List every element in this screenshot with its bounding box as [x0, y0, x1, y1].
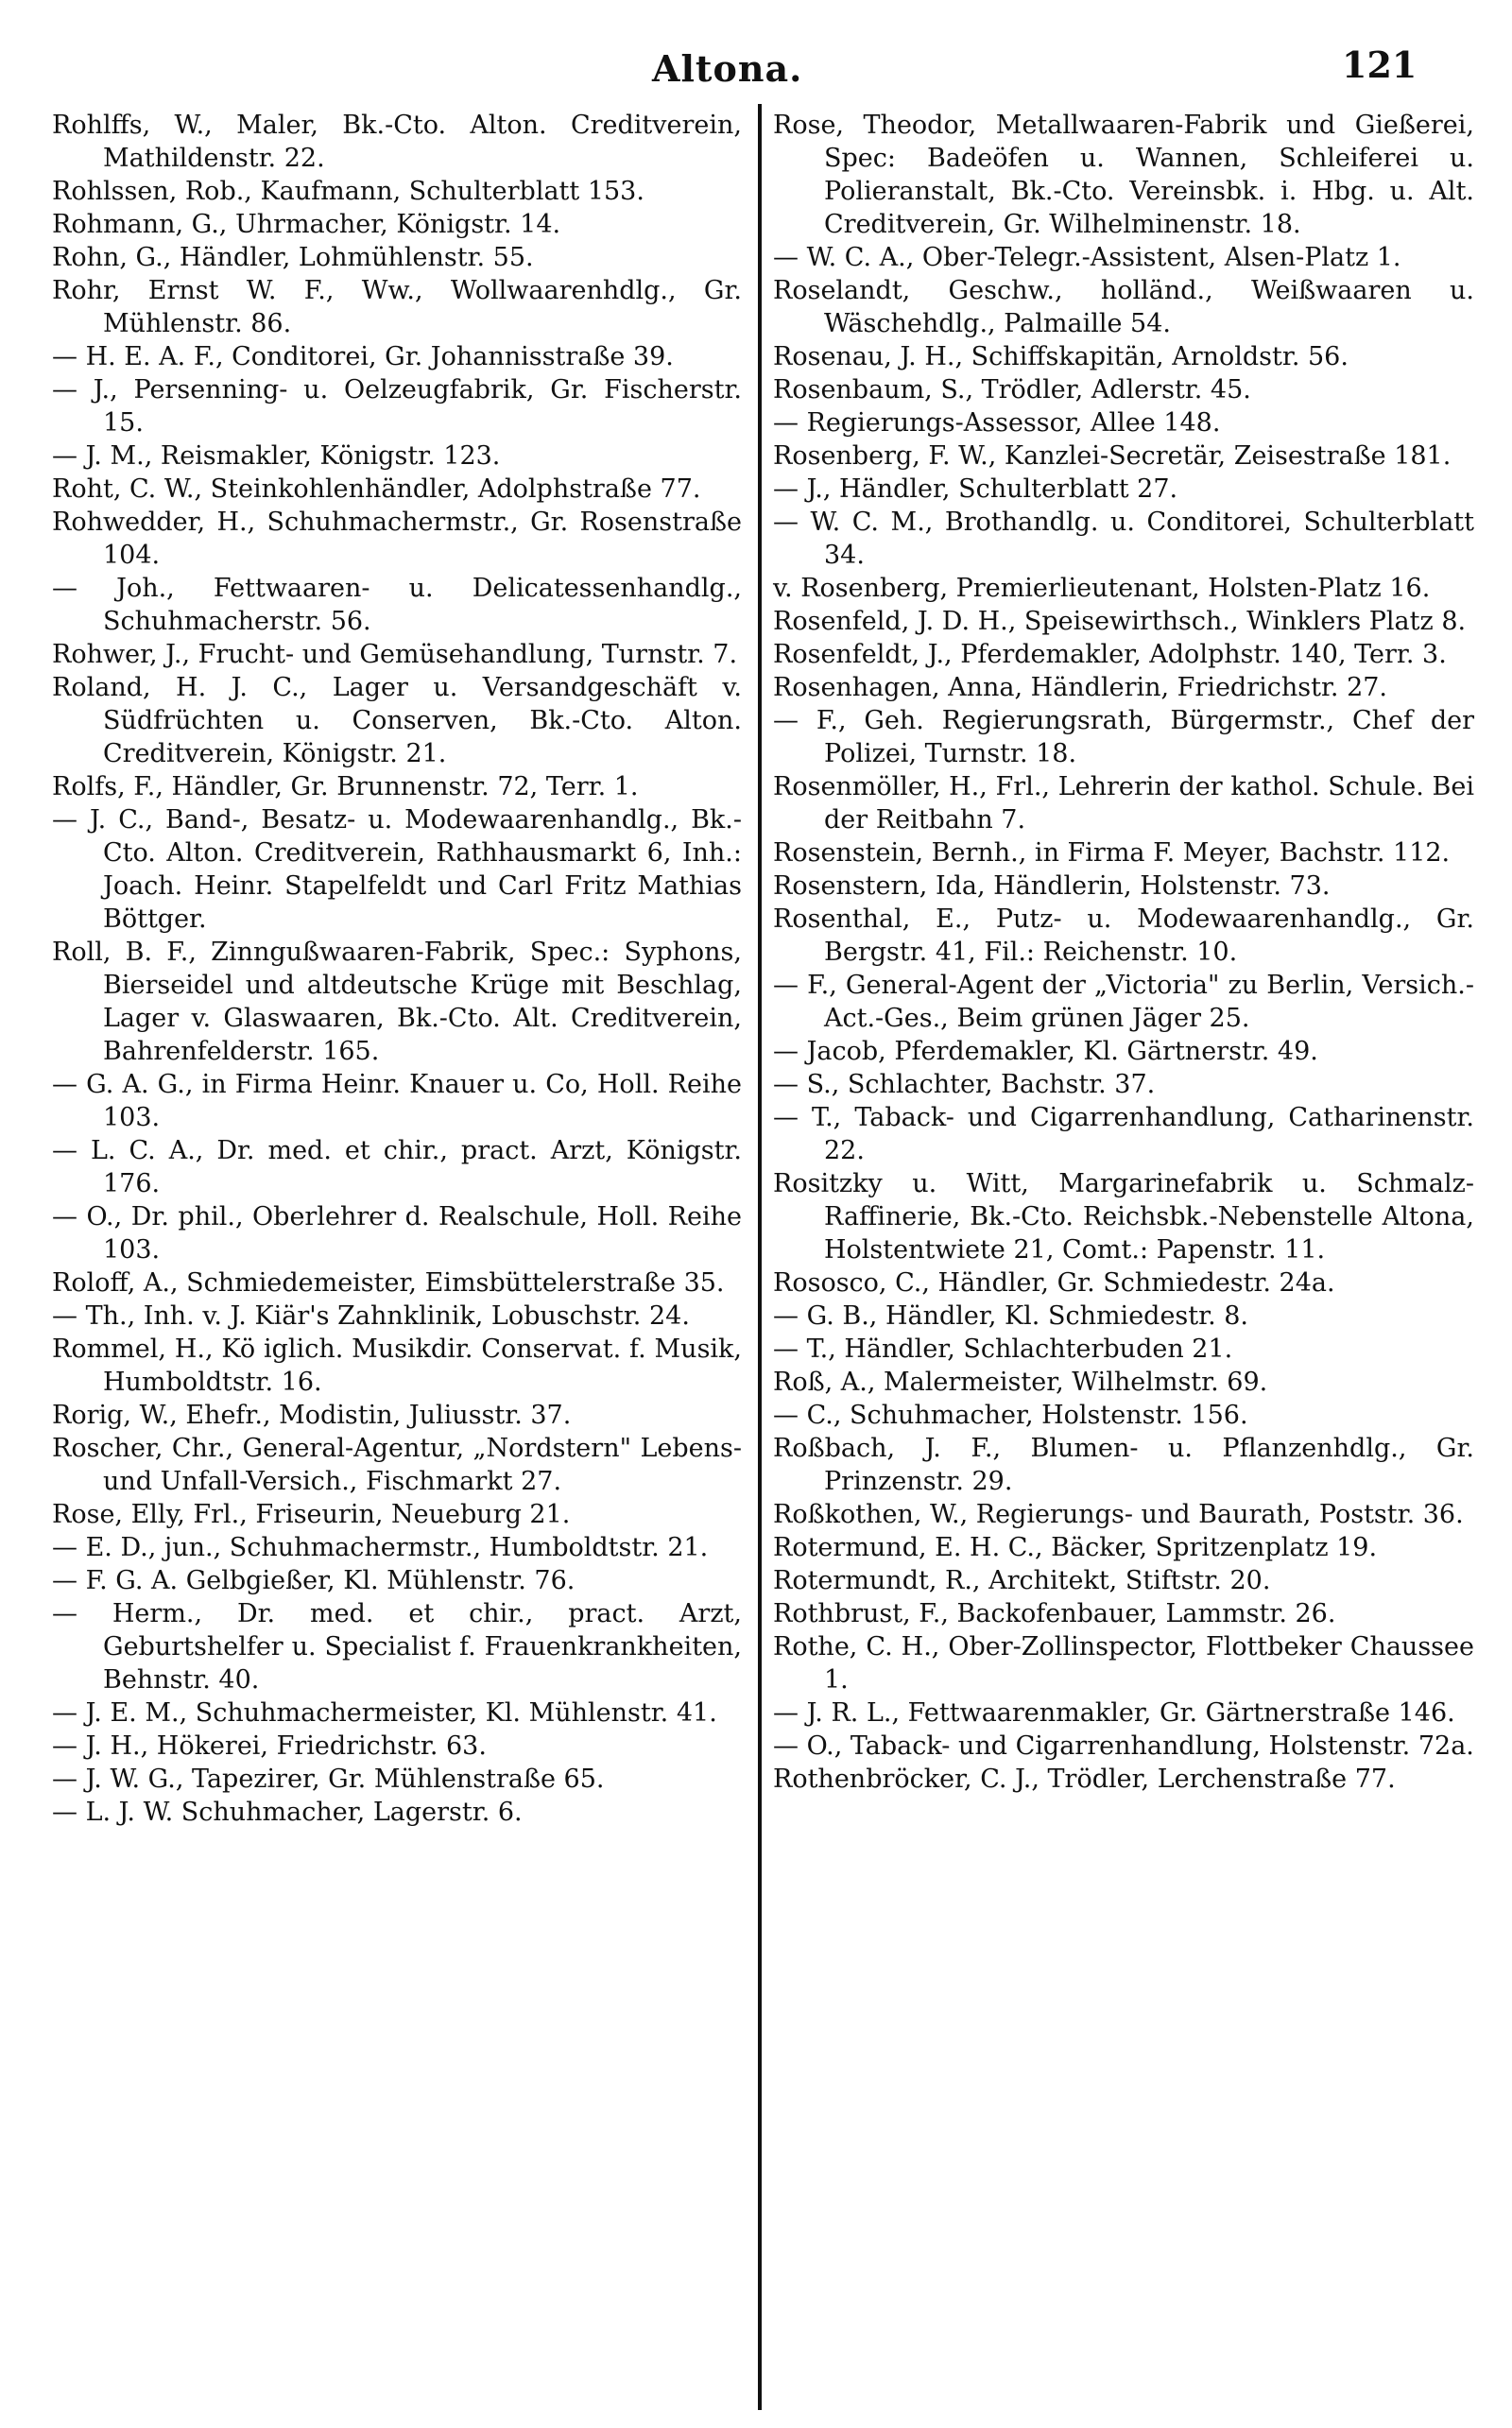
left-column [52, 109, 742, 1829]
directory-entry: Rohn, G., Händler, Lohmühlenstr. 55. [52, 243, 534, 272]
directory-entry: Rosenthal, E., Putz- u. Modewaarenhandlg., Gr. Bergstr. 41, Fil.: Reichenstr. 10. [773, 904, 1474, 967]
directory-entry: Roll, B. F., Zinngußwaaren-Fabrik, Spec.: Syphons, Bierseidel und altdeutsche Krüge mit Beschlag, Lager v. Glaswaaren, Bk.-Cto. Alt. Creditverein, Bahrenfelderstr. 165. [52, 938, 742, 1066]
directory-entry: Rositzky u. Witt, Margarinefabrik u. Schmalz-Raffinerie, Bk.-Cto. Reichsbk.-Nebenstelle Altona, Holstentwiete 21, Comt.: Papenstr. 11. [773, 1169, 1474, 1265]
directory-entry: — T., Händler, Schlachterbuden 21. [773, 1335, 1233, 1364]
page-number: 121 [1342, 43, 1418, 86]
directory-entry: — J. R. L., Fettwaarenmakler, Gr. Gärtnerstraße 146. [773, 1698, 1455, 1728]
directory-entry: Rosenstein, Bernh., in Firma F. Meyer, Bachstr. 112. [773, 838, 1451, 868]
directory-entry: Rohlssen, Rob., Kaufmann, Schulterblatt 153. [52, 177, 644, 206]
directory-entry: — O., Dr. phil., Oberlehrer d. Realschule, Holl. Reihe 103. [52, 1202, 742, 1265]
directory-entry: — Herm., Dr. med. et chir., pract. Arzt, Geburtshelfer u. Specialist f. Frauenkrankheiten, Behnstr. 40. [52, 1599, 742, 1695]
directory-entry: v. Rosenberg, Premierlieutenant, Holsten-Platz 16. [773, 574, 1431, 603]
directory-entry: Rosenbaum, S., Trödler, Adlerstr. 45. [773, 375, 1251, 405]
directory-entry: Rosenstern, Ida, Händlerin, Holstenstr. 73. [773, 871, 1331, 901]
directory-entry: Rohmann, G., Uhrmacher, Königstr. 14. [52, 210, 561, 239]
directory-entry: — F., General-Agent der „Victoria" zu Berlin, Versich.-Act.-Ges., Beim grünen Jäger 25. [773, 971, 1474, 1033]
directory-entry: Rosenhagen, Anna, Händlerin, Friedrichstr. 27. [773, 673, 1388, 702]
directory-entry: Rohwer, J., Frucht- und Gemüsehandlung, Turnstr. 7. [52, 640, 738, 669]
directory-entry: — L. C. A., Dr. med. et chir., pract. Arzt, Königstr. 176. [52, 1136, 742, 1198]
directory-entry: Rosenberg, F. W., Kanzlei-Secretär, Zeisestraße 181. [773, 441, 1452, 471]
directory-entry: Roß, A., Malermeister, Wilhelmstr. 69. [773, 1368, 1268, 1397]
directory-entry: Rothe, C. H., Ober-Zollinspector, Flottbeker Chaussee 1. [773, 1632, 1474, 1695]
directory-entry: Rose, Elly, Frl., Friseurin, Neueburg 21. [52, 1500, 571, 1529]
directory-entry: Rososco, C., Händler, Gr. Schmiedestr. 24a. [773, 1268, 1335, 1298]
directory-entry: — J., Händler, Schulterblatt 27. [773, 474, 1178, 504]
directory-entry: Rosenmöller, H., Frl., Lehrerin der kathol. Schule. Bei der Reitbahn 7. [773, 772, 1474, 835]
page-title: Altona. [652, 47, 803, 90]
directory-entry: — Th., Inh. v. J. Kiär's Zahnklinik, Lobuschstr. 24. [52, 1301, 690, 1331]
directory-entry: Roland, H. J. C., Lager u. Versandgeschäft v. Südfrüchten u. Conserven, Bk.-Cto. Alton. Creditverein, Königstr. 21. [52, 673, 742, 768]
directory-entry: Rothenbröcker, C. J., Trödler, Lerchenstraße 77. [773, 1765, 1396, 1794]
directory-entry: — T., Taback- und Cigarrenhandlung, Catharinenstr. 22. [773, 1103, 1474, 1165]
directory-entry: Rommel, H., Kö iglich. Musikdir. Conservat. f. Musik, Humboldtstr. 16. [52, 1335, 742, 1397]
directory-entry: — Joh., Fettwaaren- u. Delicatessenhandlg., Schuhmacherstr. 56. [52, 574, 742, 636]
directory-entry: — J. H., Hökerei, Friedrichstr. 63. [52, 1731, 487, 1761]
directory-entry: Rohwedder, H., Schuhmachermstr., Gr. Rosenstraße 104. [52, 508, 742, 570]
directory-entry: Rotermund, E. H. C., Bäcker, Spritzenplatz 19. [773, 1533, 1378, 1562]
directory-entry: — C., Schuhmacher, Holstenstr. 156. [773, 1401, 1248, 1430]
directory-entry: Rohlffs, W., Maler, Bk.-Cto. Alton. Creditverein, Mathildenstr. 22. [52, 111, 742, 173]
right-column [773, 109, 1474, 1796]
directory-entry: Roloff, A., Schmiedemeister, Eimsbüttelerstraße 35. [52, 1268, 725, 1298]
directory-entry: — L. J. W. Schuhmacher, Lagerstr. 6. [52, 1798, 523, 1827]
column-divider [758, 104, 762, 2410]
page-header [0, 38, 1512, 95]
directory-entry: Rotermundt, R., Architekt, Stiftstr. 20. [773, 1566, 1271, 1595]
directory-entry: — Regierungs-Assessor, Allee 148. [773, 408, 1221, 438]
directory-entry: — J. W. G., Tapezirer, Gr. Mühlenstraße 65. [52, 1765, 605, 1794]
directory-entry: — O., Taback- und Cigarrenhandlung, Holstenstr. 72a. [773, 1731, 1474, 1761]
directory-entry: Rosenfeldt, J., Pferdemakler, Adolphstr. 140, Terr. 3. [773, 640, 1447, 669]
directory-entry: Rose, Theodor, Metallwaaren-Fabrik und Gießerei, Spec: Badeöfen u. Wannen, Schleiferei u. Polieranstalt, Bk.-Cto. Vereinsbk. i. Hbg. u. Alt. Creditverein, Gr. Wilhelminenstr. 18. [773, 111, 1474, 239]
directory-entry: — W. C. A., Ober-Telegr.-Assistent, Alsen-Platz 1. [773, 243, 1401, 272]
directory-entry: Rosenau, J. H., Schiffskapitän, Arnoldstr. 56. [773, 342, 1349, 371]
directory-entry: — E. D., jun., Schuhmachermstr., Humboldtstr. 21. [52, 1533, 709, 1562]
directory-entry: Rolfs, F., Händler, Gr. Brunnenstr. 72, Terr. 1. [52, 772, 639, 801]
directory-entry: — H. E. A. F., Conditorei, Gr. Johannisstraße 39. [52, 342, 674, 371]
directory-entry: Rohr, Ernst W. F., Ww., Wollwaarenhdlg., Gr. Mühlenstr. 86. [52, 276, 742, 338]
directory-entry: Rosenfeld, J. D. H., Speisewirthsch., Winklers Platz 8. [773, 607, 1467, 636]
directory-entry: Roht, C. W., Steinkohlenhändler, Adolphstraße 77. [52, 474, 701, 504]
directory-entry: — Jacob, Pferdemakler, Kl. Gärtnerstr. 49. [773, 1037, 1318, 1066]
directory-entry: Rorig, W., Ehefr., Modistin, Juliusstr. 37. [52, 1401, 572, 1430]
directory-entry: — J., Persenning- u. Oelzeugfabrik, Gr. Fischerstr. 15. [52, 375, 742, 438]
directory-entry: Roselandt, Geschw., holländ., Weißwaaren u. Wäschehdlg., Palmaille 54. [773, 276, 1474, 338]
directory-entry: — J. C., Band-, Besatz- u. Modewaarenhandlg., Bk.-Cto. Alton. Creditverein, Rathhausmarkt 6, Inh.: Joach. Heinr. Stapelfeldt und Carl Fritz Mathias Böttger. [52, 805, 742, 934]
directory-entry: — G. A. G., in Firma Heinr. Knauer u. Co, Holl. Reihe 103. [52, 1070, 742, 1132]
directory-entry: — J. E. M., Schuhmachermeister, Kl. Mühlenstr. 41. [52, 1698, 717, 1728]
directory-entry: — G. B., Händler, Kl. Schmiedestr. 8. [773, 1301, 1249, 1331]
directory-entry: Roßkothen, W., Regierungs- und Baurath, Poststr. 36. [773, 1500, 1464, 1529]
directory-entry: — J. M., Reismakler, Königstr. 123. [52, 441, 501, 471]
directory-entry: — W. C. M., Brothandlg. u. Conditorei, Schulterblatt 34. [773, 508, 1474, 570]
directory-entry: Rothbrust, F., Backofenbauer, Lammstr. 26. [773, 1599, 1336, 1628]
directory-entry: — F. G. A. Gelbgießer, Kl. Mühlenstr. 76. [52, 1566, 576, 1595]
directory-entry: Roßbach, J. F., Blumen- u. Pflanzenhdlg., Gr. Prinzenstr. 29. [773, 1434, 1474, 1496]
directory-entry: — F., Geh. Regierungsrath, Bürgermstr., Chef der Polizei, Turnstr. 18. [773, 706, 1474, 768]
directory-entry: Roscher, Chr., General-Agentur, „Nordstern" Lebens- und Unfall-Versich., Fischmarkt 27. [52, 1434, 742, 1496]
directory-entry: — S., Schlachter, Bachstr. 37. [773, 1070, 1156, 1099]
